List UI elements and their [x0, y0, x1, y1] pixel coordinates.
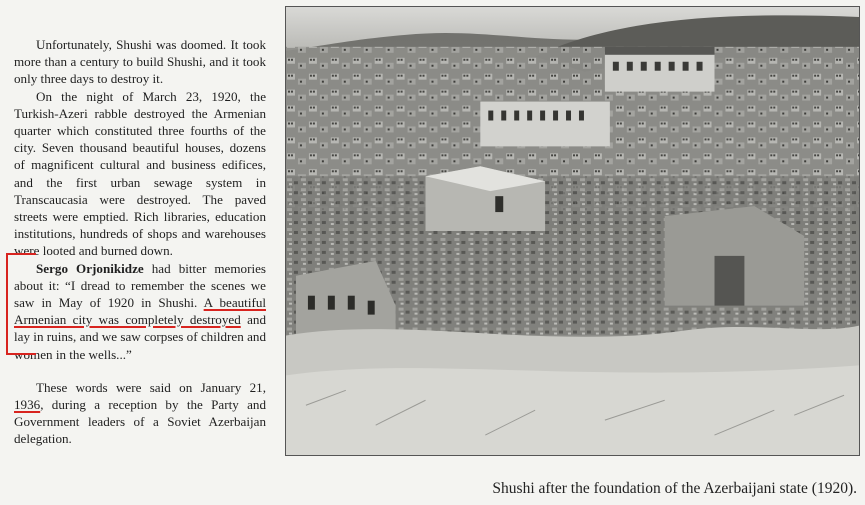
quote-part-2: and lay in ruins, and we saw corpses of children and women in the wells...”: [14, 312, 267, 362]
ruined-city-photo: [285, 6, 860, 456]
reception-text: , during a reception by the Party and Government leaders of a Soviet Azerbaijan delegation.: [14, 397, 266, 447]
date-text: These words were said on January 21,: [36, 379, 266, 395]
person-name: Sergo Orjonikidze: [36, 260, 144, 276]
underlined-year: 1936: [14, 397, 41, 413]
photo-caption: Shushi after the foundation of the Azerbaijani state (1920).: [492, 480, 857, 497]
underlined-quote: A beautiful Armenian city was completely destroyed: [14, 295, 266, 328]
red-margin-bracket: [6, 253, 36, 355]
paragraph-4: [14, 379, 266, 448]
paragraph-2: On the night of March 23, 1920, the Turkish-Azeri rabble destroyed the Armenian quarter which constituted three fourths of the city. Seven thousand beautiful houses, dozens of magnificent cultural and business edifices, and the first urban sewage system in Transcaucasia were destroyed. The paved streets were emptied. Rich libraries, education institutions, hundreds of shops and warehouses were looted and burned down.: [14, 88, 266, 259]
photo-image: [286, 7, 859, 455]
article-text: [14, 36, 266, 448]
quote-part-1: had bitter memories about it: “I dread to remember the scenes we saw in May of 1920 in Shushi.: [14, 260, 267, 311]
paragraph-3: [14, 260, 266, 363]
paragraph-1: Unfortunately, Shushi was doomed. It took more than a century to build Shushi, and it took only three days to destroy it.: [14, 37, 266, 87]
